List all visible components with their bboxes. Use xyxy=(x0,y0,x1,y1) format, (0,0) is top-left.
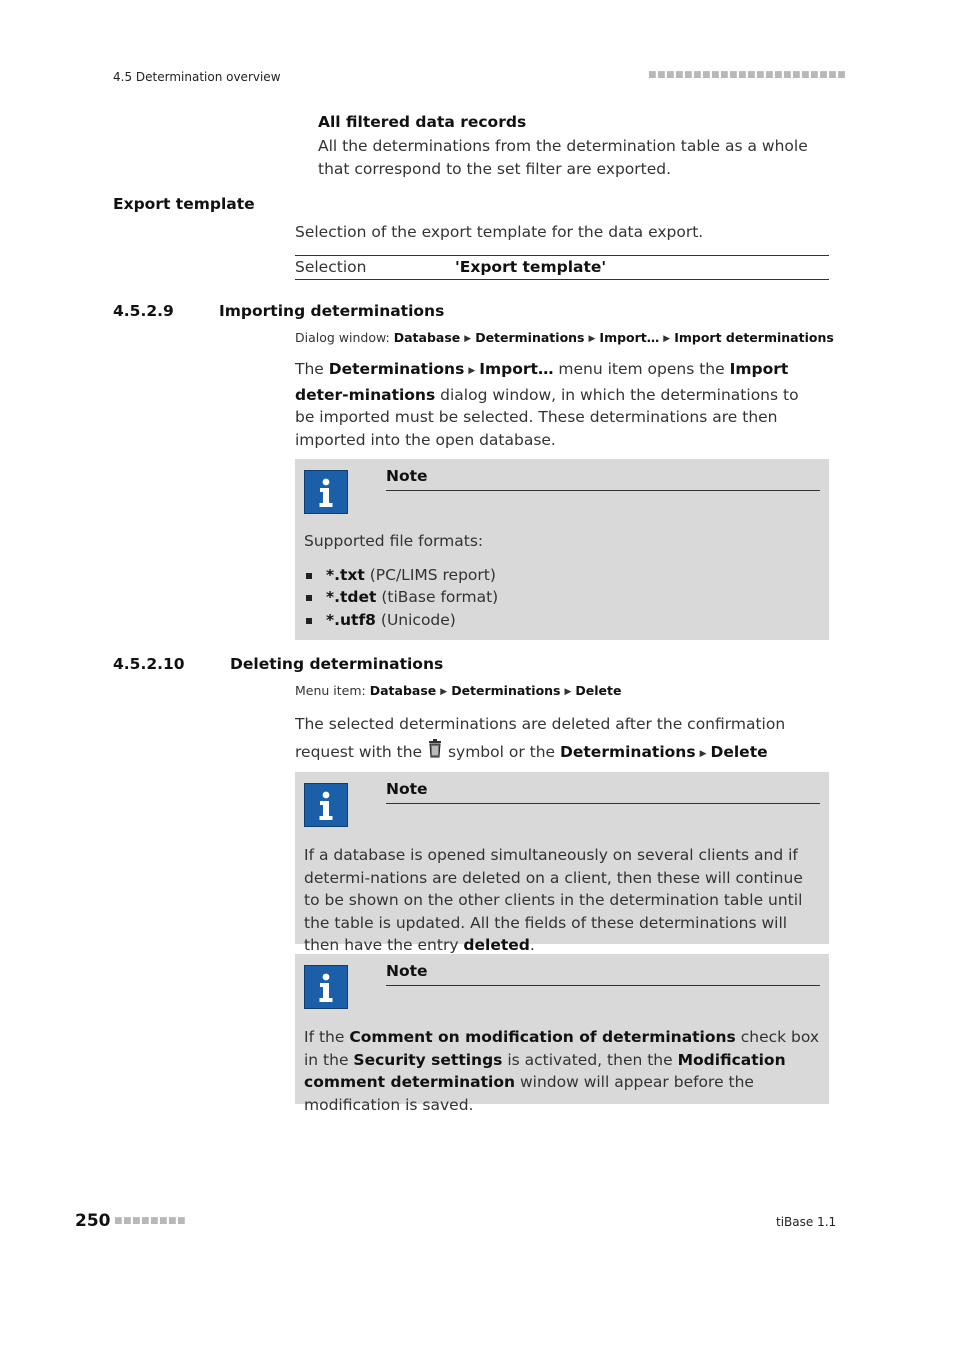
info-icon xyxy=(304,965,348,1009)
info-icon xyxy=(304,783,348,827)
running-header-section: 4.5 Determination overview xyxy=(113,70,281,84)
section-title-import: Importing determinations xyxy=(219,302,445,320)
info-icon xyxy=(304,470,348,514)
footer-dots: ■■■■■■■■ xyxy=(114,1216,187,1226)
note-file-formats xyxy=(295,459,829,640)
delete-paragraph: The selected determinations are deleted after the confirmation request with the symbol or the Determinations ▶ Delete xyxy=(295,710,815,797)
list-item: *.txt (PC/LIMS report) xyxy=(304,564,821,587)
note-title: Note xyxy=(386,962,428,980)
export-template-table xyxy=(295,255,829,280)
table-col-selection: Selection xyxy=(295,258,367,276)
note-body: If a database is opened simultaneously on several clients and if determi-nations are deleted on a client, then these will continue to be shown on the other clients in the determination table until the table is updated. All the fields of these determinations will then have the entry deleted. xyxy=(304,846,803,954)
section-number-import: 4.5.2.9 xyxy=(113,302,174,320)
note-body: Supported file formats: *.txt (PC/LIMS report) *.tdet (tiBase format) *.utf8 (Unicode) xyxy=(304,530,821,631)
export-template-desc: Selection of the export template for the data export. xyxy=(295,223,704,241)
note-rule xyxy=(386,803,820,804)
filtered-text: All the determinations from the determination table as a whole that correspond to the set filter are exported. xyxy=(318,137,808,178)
import-paragraph: The Determinations ▶ Import… menu item opens the Import deter-minations dialog window, in which the determinations to be imported must be selected. These determinations are then imported into the open database. xyxy=(295,360,799,449)
note-rule xyxy=(386,490,820,491)
list-item: *.utf8 (Unicode) xyxy=(304,609,821,632)
import-dialog-path: Dialog window: Database ▶ Determinations ▶ Import… ▶ Import determinations xyxy=(295,330,834,345)
filtered-title: All filtered data records xyxy=(318,113,527,131)
export-template-heading: Export template xyxy=(113,195,255,213)
product-name: tiBase 1.1 xyxy=(776,1215,837,1229)
running-header-dots: ■■■■■■■■■■■■■■■■■■■■■■ xyxy=(648,70,847,80)
list-item: *.tdet (tiBase format) xyxy=(304,586,821,609)
page-number: 250 xyxy=(75,1211,111,1231)
note-body: If the Comment on modification of determinations check box in the Security settings is activated, then the Modification comment determination window will appear before the modification is saved. xyxy=(304,1028,820,1114)
note-simultaneous-clients xyxy=(295,772,829,954)
delete-menu-path: Menu item: Database ▶ Determinations ▶ Delete xyxy=(295,683,622,698)
note-title: Note xyxy=(386,780,428,798)
note-title: Note xyxy=(386,467,428,485)
table-col-value: 'Export template' xyxy=(455,258,607,276)
note-rule xyxy=(386,985,820,986)
trash-icon xyxy=(427,738,443,767)
note-modification-comment xyxy=(295,954,829,1114)
section-number-delete: 4.5.2.10 xyxy=(113,655,185,673)
section-title-delete: Deleting determinations xyxy=(230,655,444,673)
